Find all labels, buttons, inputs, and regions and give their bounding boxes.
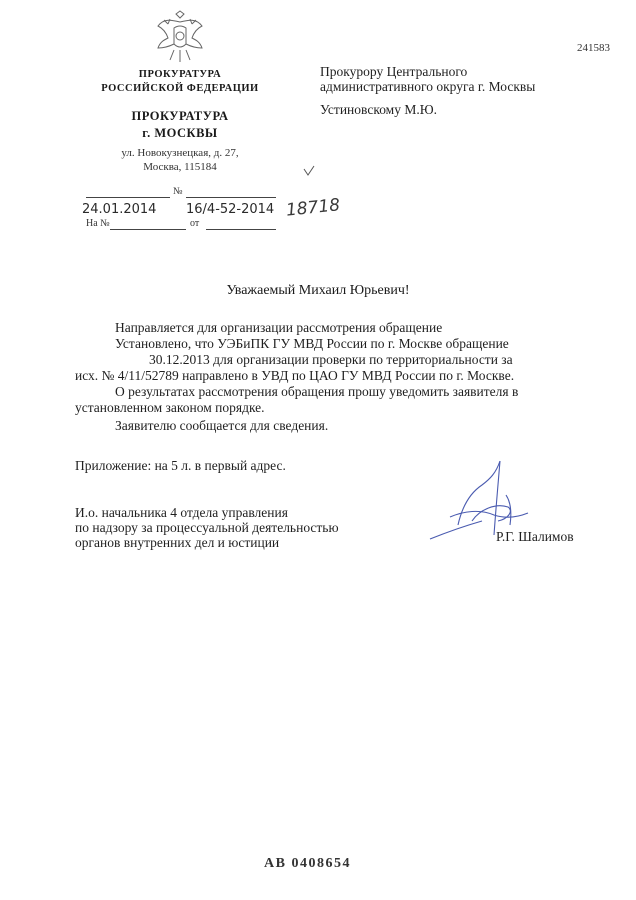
handwritten-number: 18718 [285,195,341,221]
signatory-line-1: И.о. начальника 4 отдела управления [75,505,288,520]
outgoing-date: 24.01.2014 [82,202,157,217]
org-line-1: ПРОКУРАТУРА [138,69,222,80]
office-line-2: г. МОСКВЫ [142,126,218,140]
document-number: 241583 [577,42,610,54]
date-underline [86,197,170,198]
coat-of-arms-icon [150,10,210,70]
org-name [100,68,260,96]
paragraph-1: Направляется для организации рассмотрения обращение [115,320,443,335]
paragraph-3-line-1: О результатах рассмотрения обращения прошу уведомить заявителя в [115,384,519,399]
office-address [100,146,260,174]
from-underline [206,229,276,230]
paragraph-2-line-1: Установлено, что УЭБиПК ГУ МВД России по г. Москве обращение [115,336,509,351]
address-line-2: Москва, 115184 [143,161,217,173]
attachment-note: Приложение: на 5 л. в первый адрес. [75,458,286,473]
number-underline [186,197,276,198]
from-label: от [190,218,200,229]
recipient-name: Устиновскому М.Ю. [320,102,437,117]
signatory-line-3: органов внутренних дел и юстиции [75,535,280,550]
signatory-name: Р.Г. Шалимов [496,529,574,544]
office-name [100,108,260,142]
office-line-1: ПРОКУРАТУРА [131,109,229,123]
outgoing-number: 16/4-52-2014 [186,202,275,217]
paragraph-2-line-3: исх. № 4/11/52789 направлено в УВД по ЦАО ГУ МВД России по г. Москве. [75,368,515,383]
org-line-2: РОССИЙСКОЙ ФЕДЕРАЦИИ [101,83,259,94]
letter-body [75,320,589,434]
reference-underline [110,229,186,230]
checkmark-icon [302,164,316,178]
paragraph-3-line-2: установленном законом порядке. [75,400,265,415]
recipient-address [320,64,535,94]
reference-label: На № [86,218,110,229]
number-sign: № [173,186,183,197]
paragraph-2-line-2: 30.12.2013 для организации проверки по территориальности за [149,352,513,367]
recipient-line-2: административного округа г. Москвы [320,79,536,94]
salutation: Уважаемый Михаил Юрьевич! [226,283,410,298]
recipient-line-1: Прокурору Центрального [320,64,468,79]
address-line-1: ул. Новокузнецкая, д. 27, [121,147,239,159]
signatory-line-2: по надзору за процессуальной деятельностью [75,520,339,535]
serial-number: АВ 0408654 [264,856,351,871]
paragraph-4: Заявителю сообщается для сведения. [115,418,329,433]
